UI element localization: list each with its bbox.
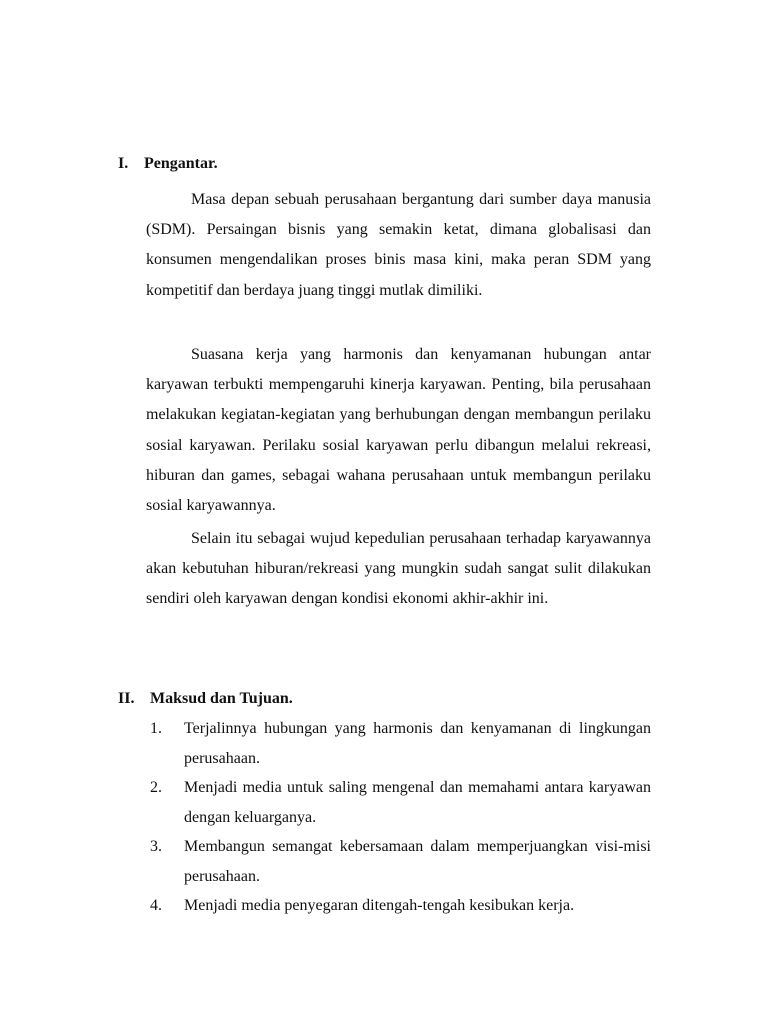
section-title: Pengantar. [144,155,218,172]
list-item [146,773,651,832]
section-number: II. [118,690,135,707]
list-item-number: 4. [150,897,162,914]
list-item [146,891,651,921]
section-number: I. [118,155,129,172]
list-item-number: 3. [150,838,162,855]
list-item-number: 2. [150,779,162,796]
objectives-list [146,714,651,921]
section-title: Maksud dan Tujuan. [150,690,293,707]
section-heading-maksud-tujuan [118,689,293,709]
list-item-number: 1. [150,720,162,737]
list-item [146,714,651,773]
section-heading-pengantar [118,154,218,174]
list-item-text: Membangun semangat kebersamaan dalam memperjuangkan visi-misi perusahaan. [184,838,651,885]
list-item-text: Terjalinnya hubungan yang harmonis dan kenyamanan di lingkungan perusahaan. [184,720,651,767]
paragraph: Suasana kerja yang harmonis dan kenyamanan hubungan antar karyawan terbukti mempengaruhi kinerja karyawan. Penting, bila perusahaan melakukan kegiatan-kegiatan yang berhubungan dengan membangun perilaku sosial karyawan. Perilaku sosial karyawan perlu dibangun melalui rekreasi, hiburan dan games, sebagai wahana perusahaan untuk membangun perilaku sosial karyawannya. [146,346,651,515]
list-item-text: Menjadi media penyegaran ditengah-tengah kesibukan kerja. [184,897,575,914]
list-item-text: Menjadi media untuk saling mengenal dan memahami antara karyawan dengan keluarganya. [184,779,651,826]
list-item [146,832,651,891]
paragraph: Masa depan sebuah perusahaan bergantung dari sumber daya manusia (SDM). Persaingan bisnis yang semakin ketat, dimana globalisasi dan konsumen mengendalikan proses binis masa kini, maka peran SDM yang kompetitif dan berdaya juang tinggi mutlak dimiliki. [146,191,651,299]
paragraph: Selain itu sebagai wujud kepedulian perusahaan terhadap karyawannya akan kebutuhan hiburan/rekreasi yang mungkin sudah sangat sulit dilakukan sendiri oleh karyawan dengan kondisi ekonomi akhir-akhir ini. [146,530,651,608]
